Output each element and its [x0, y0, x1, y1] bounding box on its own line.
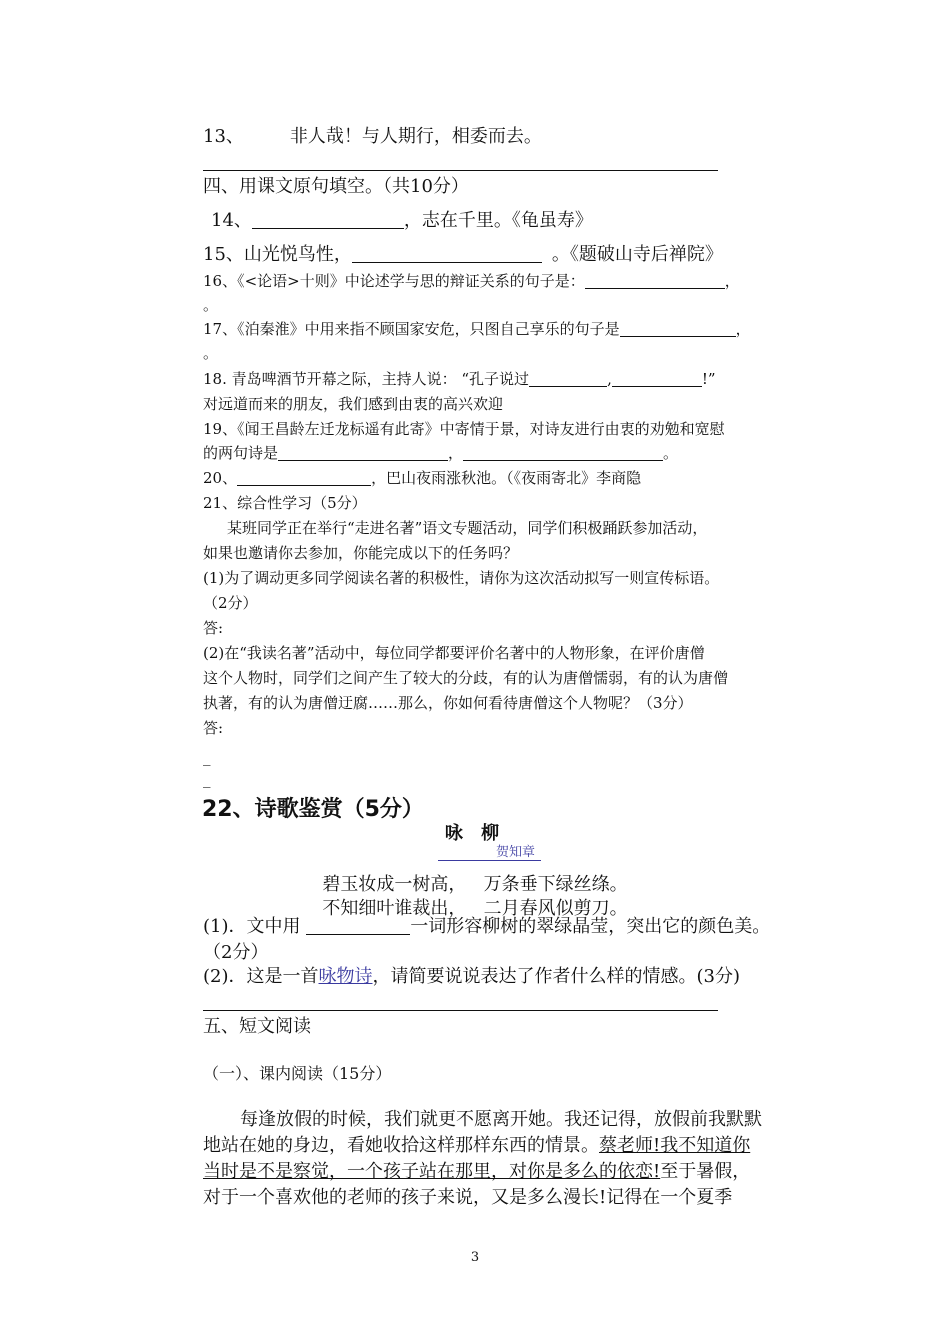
q22-sub2-text: (2)．这是一首 [203, 966, 319, 987]
q21-part2-line1: (2)在“我读名著”活动中，每位同学都要评价名著中的人物形象，在评价唐僧 [203, 644, 705, 662]
q18-close: !” [701, 370, 716, 388]
answer-line-q22 [203, 1010, 718, 1011]
yongwu-poem-link[interactable]: 咏物诗 [318, 966, 373, 987]
section5-sub1: （一）、课内阅读（15分） [203, 1064, 392, 1083]
q13 [203, 128, 542, 146]
q15-blank[interactable] [352, 261, 542, 263]
q17-comma: ， [735, 320, 751, 338]
passage-line-1: 每逢放假的时候，我们就更不愿离开她。我还记得，放假前我默默 [240, 1109, 762, 1130]
q17-end: 。 [203, 344, 219, 362]
passage-underlined-2: 当时是不是察觉，一个孩子站在那里，对你是多么的依恋! [203, 1161, 661, 1182]
q18 [203, 372, 716, 387]
q18-blank-1[interactable] [529, 385, 607, 387]
q18-blank-2[interactable] [612, 385, 702, 387]
q22-sub2-rest: ，请简要说说表达了作者什么样的情感。(3分) [372, 966, 740, 987]
q14-text: ，志在千里。《龟虽寿》 [403, 210, 593, 231]
q16 [203, 274, 740, 289]
q22-sub1-score: （2分） [203, 942, 269, 963]
q21-answer-1: 答: [203, 619, 224, 637]
answer-line-q13 [203, 170, 718, 171]
q22-sub1-rest: 一词形容柳树的翠绿晶莹，突出它的颜色美。 [410, 916, 771, 937]
passage-underlined-1: 蔡老师!我不知道你 [599, 1135, 751, 1156]
q17-blank[interactable] [620, 335, 736, 337]
q21-answer-2: 答: [203, 719, 224, 737]
q21-intro-2: 如果也邀请你去参加，你能完成以下的任务吗？ [203, 544, 519, 562]
q19-line1: 19、《闻王昌龄左迁龙标遥有此寄》中寄情于景，对诗友进行由衷的劝勉和宽慰 [203, 420, 725, 438]
q19-comma: ， [448, 444, 464, 462]
q19-end: 。 [663, 444, 679, 462]
q22-sub1-text: (1)．文中用 [203, 916, 307, 937]
q19-blank-1[interactable] [278, 459, 448, 461]
q19-line2 [203, 446, 678, 461]
poem-line-2: 不知细叶谁裁出， 二月春风似剪刀。 [322, 898, 628, 919]
poem-line-1: 碧玉妆成一树高， 万条垂下绿丝绦。 [322, 874, 628, 895]
q15 [203, 246, 723, 264]
q14-number: 14、 [211, 210, 252, 231]
passage-line-4: 对于一个喜欢他的老师的孩子来说，又是多么漫长!记得在一个夏季 [203, 1187, 733, 1208]
q13-text: 非人哉！与人期行，相委而去。 [289, 126, 542, 147]
q20-blank[interactable] [237, 484, 371, 486]
q19-text: 的两句诗是 [203, 444, 279, 462]
q20-number: 20、 [203, 469, 238, 487]
q18-text: 18. 青岛啤酒节开幕之际，主持人说： “孔子说过 [203, 370, 530, 388]
q21-part1: (1)为了调动更多同学阅读名著的积极性，请你为这次活动拟写一则宣传标语。 [203, 569, 720, 587]
q17-text: 17、《泊秦淮》中用来指不顾国家安危，只图自己享乐的句子是 [203, 320, 620, 338]
q21-part2-line2: 这个人物时，同学们之间产生了较大的分歧，有的认为唐僧懦弱，有的认为唐僧 [203, 669, 729, 687]
passage-line-3 [203, 1163, 750, 1181]
q22-sub2 [203, 968, 740, 986]
passage-line-2-text: 地站在她的身边，看她收拾这样那样东西的情景。 [203, 1135, 599, 1156]
q13-number: 13、 [203, 126, 244, 147]
q21-part2-line3: 执著，有的认为唐僧迂腐……那么，你如何看待唐僧这个人物呢？（3分） [203, 694, 693, 712]
section4-title: 四、用课文原句填空。（共10分） [203, 176, 469, 197]
q16-blank[interactable] [585, 287, 725, 289]
passage-line-2 [203, 1137, 750, 1155]
q20-text: ，巴山夜雨涨秋池。（《夜雨寄北》李商隐 [371, 469, 642, 487]
q22-sub1 [203, 918, 770, 936]
q18-line2: 对远道而来的朋友，我们感到由衷的高兴欢迎 [203, 395, 504, 413]
poem-author-link[interactable]: 贺知章 [438, 845, 541, 861]
q14 [211, 212, 593, 230]
q21-dash-2: _ [203, 770, 211, 788]
q22-heading: 22、诗歌鉴赏（5分） [202, 797, 424, 822]
q15-source: 。《题破山寺后禅院》 [551, 244, 723, 265]
q21-part1-score: （2分） [203, 594, 258, 612]
section5-title: 五、短文阅读 [203, 1016, 311, 1037]
q21-intro-1: 某班同学正在举行“走进名著”语文专题活动，同学们积极踊跃参加活动， [227, 519, 708, 537]
q16-text: 16、《<论语>十则》中论述学与思的辩证关系的句子是： [203, 272, 585, 290]
q14-blank[interactable] [252, 227, 404, 229]
q17 [203, 322, 751, 337]
page-number: 3 [470, 1250, 480, 1265]
q16-end: 。 [203, 296, 219, 314]
q18-comma: , [607, 370, 612, 388]
q15-text: 15、山光悦鸟性， [203, 244, 352, 265]
q21-title: 21、综合性学习（5分） [203, 494, 367, 512]
q16-comma: ， [724, 272, 740, 290]
passage-line-3-text: 至于暑假， [660, 1161, 751, 1182]
poem-title: 咏 柳 [444, 823, 506, 844]
q21-dash-1: _ [203, 748, 211, 766]
q20 [203, 471, 641, 486]
q22-sub1-blank[interactable] [306, 933, 410, 935]
q19-blank-2[interactable] [463, 459, 663, 461]
